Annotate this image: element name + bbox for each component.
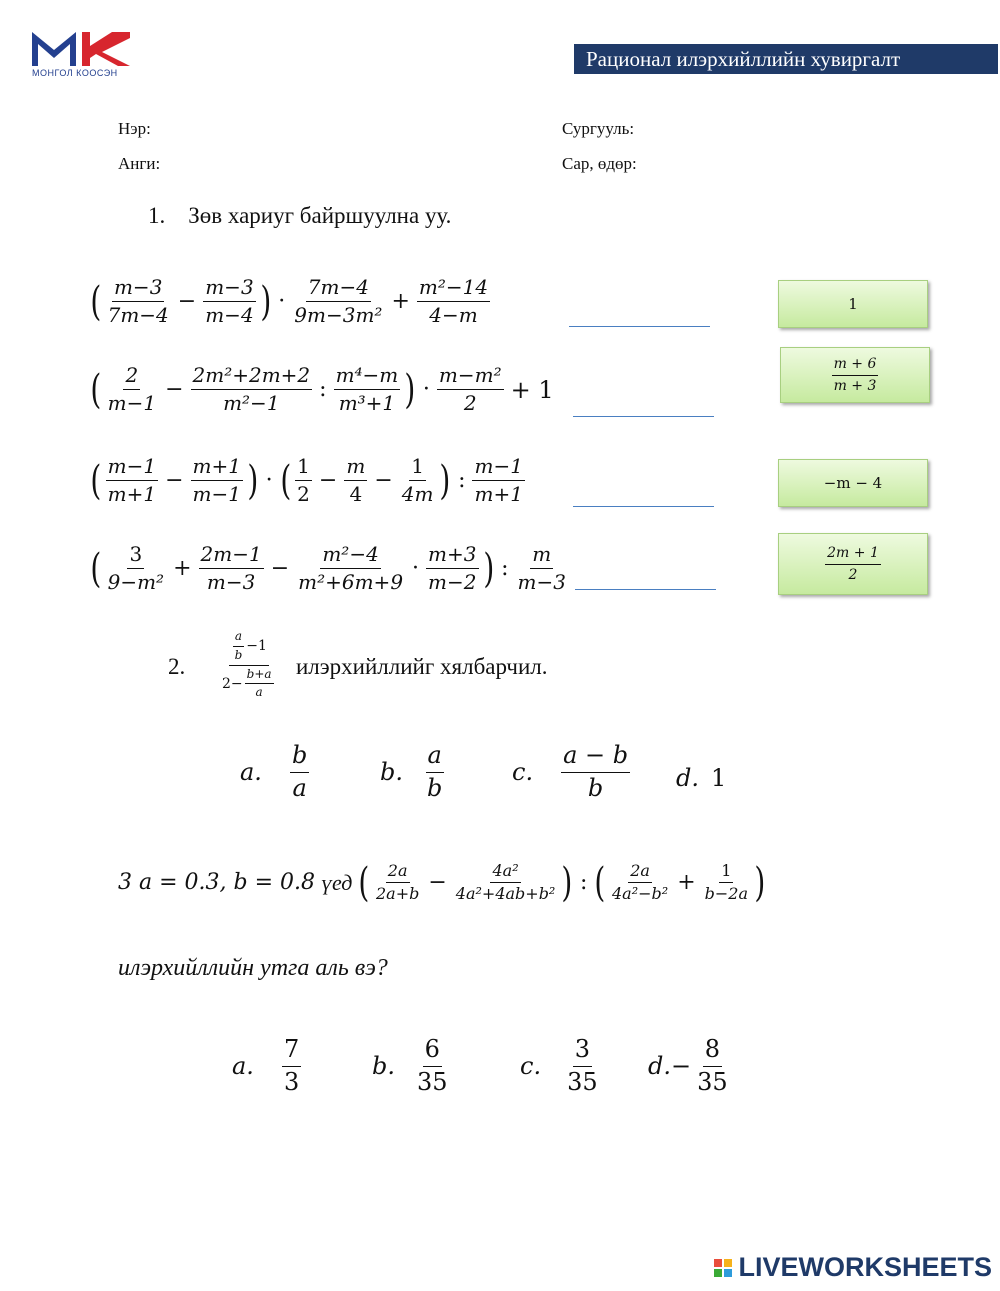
q3-question: илэрхийллийн утга аль вэ?: [118, 955, 388, 981]
answer-slot-2[interactable]: [573, 416, 714, 417]
q1-expression-3: ( $\frac{m-1}{m+1}$ − $\frac{m+1}{m-1}$ ) · ( $\frac{1}{2}$ − $\frac{m}{4}$ − $\frac{1}{4m}$ ) : $\frac{m-1}{m+1}$: [90, 454, 523, 506]
q3-option-b[interactable]: b. $\frac{6}{35}$: [372, 1035, 448, 1096]
name-label: Нэр:: [118, 119, 151, 138]
q1-expression-1: ( $\frac{m-3}{7m-4}$ − $\frac{m-3}{m-4}$ ) · $\frac{7m-4}{\text{9m−3m²}}$ + $\frac{\text{m²−14}}{4-m}$: [90, 275, 489, 327]
q3-option-d[interactable]: d.− $\frac{8}{35}$: [648, 1035, 728, 1096]
q2-number: 2.: [168, 654, 186, 679]
answer-card-1[interactable]: 1: [778, 280, 928, 328]
logo-text: МОНГОЛ КООСЭН: [32, 68, 118, 78]
q1-expression-2: ( $\frac{2}{m-1}$ − $\frac{\text{2m²+2m+2}}{\text{m²−1}}$ : $\frac{\text{m⁴−m}}{\text{m³+1}}$ ) · $\frac{\text{m−m²}}{2}$ + 1: [90, 363, 554, 415]
q3-word: үед: [321, 869, 353, 895]
liveworksheets-logo: LIVEWORKSHEETS: [714, 1252, 992, 1283]
date-label: Сар, өдөр:: [562, 154, 637, 173]
q2-option-b[interactable]: b. $\frac{a}{b}$: [380, 741, 443, 802]
q2-option-a[interactable]: a. $\frac{b}{a}$: [240, 741, 308, 802]
q2-text: илэрхийллийг хялбарчил.: [296, 654, 548, 679]
brand-cube-icon: [714, 1259, 732, 1277]
class-label: Анги:: [118, 154, 161, 173]
q3-expression: 3 a = 0.3, b = 0.8 үед ( $\frac{2a}{2a+b}$ − $\frac{\text{4a²}}{\text{4a²+4ab+b²}}$ ) : ( $\frac{2a}{\text{4a²−b²}}$ + $\frac{1}{b-2a}$ ): [118, 859, 766, 906]
q3-lead: 3 a = 0.3, b = 0.8: [118, 870, 315, 896]
answer-card-4[interactable]: $\frac{2m + 1}{2}$: [778, 533, 928, 595]
q2-option-c[interactable]: c. $\frac{a - b}{b}$: [512, 741, 629, 802]
school-label: Сургууль:: [562, 119, 635, 138]
answer-slot-4[interactable]: [575, 589, 716, 590]
q2-expression: $\frac{a}{b}$ −1 2− $\frac{b+a}{a}$: [222, 629, 272, 700]
q1-expression-4: ( $\frac{3}{\text{9−m²}}$ + $\frac{2m-1}{m-3}$ − $\frac{\text{m²−4}}{\text{m²+6m+9}}$ · $\frac{m+3}{m-2}$ ) : $\frac{m}{m-3}$: [90, 542, 566, 594]
answer-card-3[interactable]: −m − 4: [778, 459, 928, 507]
answer-slot-3[interactable]: [573, 506, 714, 507]
q1-title: 1. Зөв хариуг байршуулна уу.: [148, 203, 452, 228]
q3-option-c[interactable]: c. $\frac{3}{35}$: [520, 1035, 598, 1096]
worksheet-title: Рационал илэрхийллийн хувиргалт: [574, 44, 998, 74]
logo-mark: [30, 28, 140, 70]
q2-option-d[interactable]: d. 1: [676, 764, 727, 792]
q3-option-a[interactable]: a. $\frac{7}{3}$: [232, 1035, 300, 1096]
answer-slot-1[interactable]: [569, 326, 710, 327]
answer-card-2[interactable]: $\frac{m + 6}{m + 3}$: [780, 347, 930, 403]
logo: [30, 28, 140, 88]
